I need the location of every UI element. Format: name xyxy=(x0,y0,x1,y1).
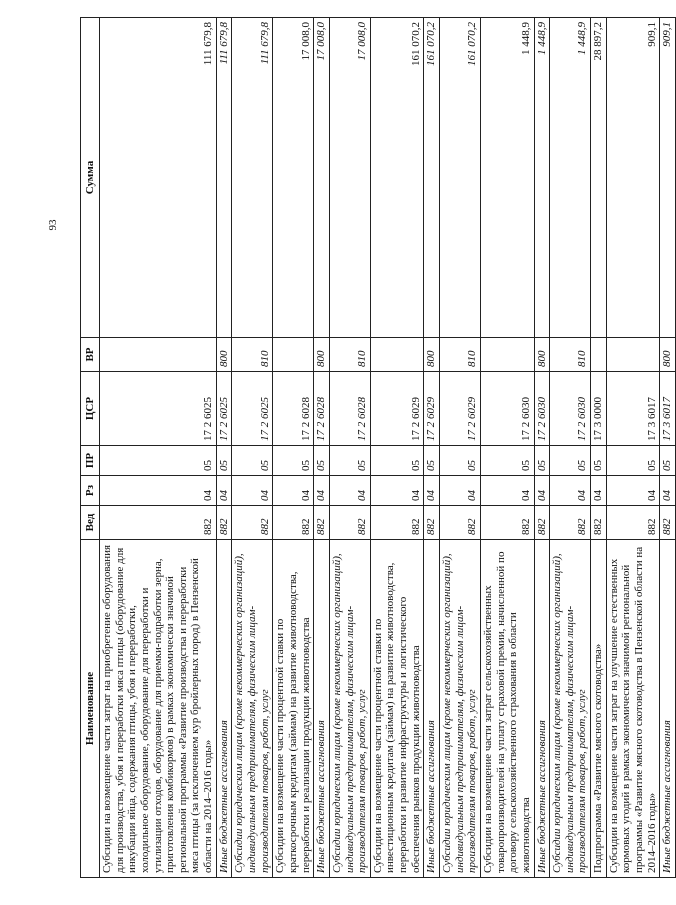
table-row xyxy=(660,18,676,878)
header-ved: Вед xyxy=(81,506,100,540)
row-sum: 909,1 xyxy=(606,18,660,338)
row-rz: 04 xyxy=(480,476,534,506)
row-sum: 17 008,0 xyxy=(329,18,370,338)
row-pr: 05 xyxy=(273,446,314,476)
row-vr: 810 xyxy=(440,338,481,372)
row-pr: 05 xyxy=(534,446,550,476)
row-csr: 17 3 6017 xyxy=(606,372,660,446)
row-name: Субсидии на возмещение части затрат на приобретение оборудования для производства, убоя и переработки мяса птицы (оборудование для инкубации яйца, содержания птицы, убоя и переработки, холодильное оборудование, оборудование для переработки и утилизации отходов, оборудование для приемки-подработки зерна, приготовления комбикормов) в рамках экономически значимой региональной программы «Развитие производства и переработки мяса птицы (за исключением кур бройлерных пород) в Пензенской области на 2014–2016 годы» xyxy=(100,540,217,878)
table-row xyxy=(370,18,424,878)
row-csr: 17 2 6030 xyxy=(550,372,591,446)
row-vr: 800 xyxy=(534,338,550,372)
row-name: Иные бюджетные ассигнования xyxy=(314,540,330,878)
row-name: Субсидии на возмещение части затрат сельскохозяйственных товаропроизводителей на уплату страховой премии, начисленной по договору сельскохозяйственного страхования в области животноводства xyxy=(480,540,534,878)
table-row xyxy=(550,18,591,878)
header-csr: ЦСР xyxy=(81,372,100,446)
row-rz: 04 xyxy=(440,476,481,506)
row-pr: 05 xyxy=(424,446,440,476)
row-sum: 909,1 xyxy=(660,18,676,338)
row-name: Субсидии на возмещение части процентной ставки по краткосрочным кредитам (займам) на развитие животноводства, переработки и реализации продукции животноводства xyxy=(273,540,314,878)
row-sum: 17 008,0 xyxy=(314,18,330,338)
header-vr: ВР xyxy=(81,338,100,372)
row-sum: 111 679,8 xyxy=(100,18,217,338)
row-sum: 28 897,2 xyxy=(591,18,607,338)
row-name: Иные бюджетные ассигнования xyxy=(424,540,440,878)
row-pr: 05 xyxy=(232,446,273,476)
header-name: Наименование xyxy=(81,540,100,878)
row-name: Подпрограмма «Развитие мясного скотоводства» xyxy=(591,540,607,878)
row-rz: 04 xyxy=(424,476,440,506)
table-row xyxy=(216,18,232,878)
row-csr: 17 3 0000 xyxy=(591,372,607,446)
row-vr xyxy=(273,338,314,372)
row-csr: 17 2 6029 xyxy=(440,372,481,446)
row-pr: 05 xyxy=(550,446,591,476)
row-ved: 882 xyxy=(370,506,424,540)
row-ved: 882 xyxy=(660,506,676,540)
row-csr: 17 2 6029 xyxy=(370,372,424,446)
row-csr: 17 2 6028 xyxy=(329,372,370,446)
row-ved: 882 xyxy=(550,506,591,540)
table-row xyxy=(480,18,534,878)
row-rz: 04 xyxy=(314,476,330,506)
row-pr: 05 xyxy=(314,446,330,476)
row-rz: 04 xyxy=(232,476,273,506)
row-csr: 17 3 6017 xyxy=(660,372,676,446)
table-row xyxy=(314,18,330,878)
row-csr: 17 2 6029 xyxy=(424,372,440,446)
row-rz: 04 xyxy=(591,476,607,506)
row-rz: 04 xyxy=(534,476,550,506)
budget-table xyxy=(80,17,676,878)
row-vr: 810 xyxy=(232,338,273,372)
row-name: Субсидии юридическим лицам (кроме некоммерческих организаций), индивидуальным предпринимателям, физическим лицам-производителям товаров, работ, услуг xyxy=(440,540,481,878)
row-vr: 810 xyxy=(550,338,591,372)
row-ved: 882 xyxy=(100,506,217,540)
row-pr: 05 xyxy=(440,446,481,476)
row-sum: 111 679,8 xyxy=(232,18,273,338)
row-csr: 17 2 6030 xyxy=(534,372,550,446)
row-ved: 882 xyxy=(216,506,232,540)
row-csr: 17 2 6025 xyxy=(100,372,217,446)
row-ved: 882 xyxy=(329,506,370,540)
row-ved: 882 xyxy=(440,506,481,540)
row-rz: 04 xyxy=(216,476,232,506)
row-csr: 17 2 6025 xyxy=(216,372,232,446)
row-sum: 161 070,2 xyxy=(370,18,424,338)
table-header-row xyxy=(81,18,100,878)
row-pr: 05 xyxy=(591,446,607,476)
row-vr xyxy=(591,338,607,372)
row-ved: 882 xyxy=(232,506,273,540)
row-ved: 882 xyxy=(424,506,440,540)
table-row xyxy=(591,18,607,878)
row-ved: 882 xyxy=(273,506,314,540)
row-vr: 800 xyxy=(216,338,232,372)
row-name: Иные бюджетные ассигнования xyxy=(216,540,232,878)
row-vr xyxy=(100,338,217,372)
table-row xyxy=(329,18,370,878)
row-rz: 04 xyxy=(329,476,370,506)
row-vr: 800 xyxy=(660,338,676,372)
row-pr: 05 xyxy=(100,446,217,476)
table-row xyxy=(440,18,481,878)
row-vr xyxy=(480,338,534,372)
row-ved: 882 xyxy=(480,506,534,540)
row-rz: 04 xyxy=(100,476,217,506)
row-pr: 05 xyxy=(606,446,660,476)
row-vr xyxy=(370,338,424,372)
row-ved: 882 xyxy=(534,506,550,540)
row-sum: 17 008,0 xyxy=(273,18,314,338)
header-rz: Рз xyxy=(81,476,100,506)
header-pr: ПР xyxy=(81,446,100,476)
table-row xyxy=(273,18,314,878)
row-pr: 05 xyxy=(329,446,370,476)
row-name: Субсидии юридическим лицам (кроме некоммерческих организаций), индивидуальным предпринимателям, физическим лицам-производителям товаров, работ, услуг xyxy=(232,540,273,878)
rotated-page-content xyxy=(80,18,674,878)
row-pr: 05 xyxy=(216,446,232,476)
table-row xyxy=(606,18,660,878)
table-row xyxy=(424,18,440,878)
row-sum: 1 448,9 xyxy=(550,18,591,338)
row-name: Субсидии на возмещение части затрат на улучшение естественных кормовых угодий в рамках экономически значимой региональной программы «Развитие мясного скотоводства в Пензенской области на 2014–2016 годы» xyxy=(606,540,660,878)
row-rz: 04 xyxy=(660,476,676,506)
row-ved: 882 xyxy=(314,506,330,540)
row-pr: 05 xyxy=(480,446,534,476)
row-sum: 111 679,8 xyxy=(216,18,232,338)
row-csr: 17 2 6028 xyxy=(273,372,314,446)
row-vr: 800 xyxy=(424,338,440,372)
row-sum: 161 070,2 xyxy=(440,18,481,338)
row-csr: 17 2 6030 xyxy=(480,372,534,446)
header-sum: Сумма xyxy=(81,18,100,338)
row-name: Субсидии юридическим лицам (кроме некоммерческих организаций), индивидуальным предпринимателям, физическим лицам-производителям товаров, работ, услуг xyxy=(550,540,591,878)
page-number: 93 xyxy=(47,219,59,231)
table-row xyxy=(534,18,550,878)
row-pr: 05 xyxy=(660,446,676,476)
table-row xyxy=(232,18,273,878)
row-name: Иные бюджетные ассигнования xyxy=(534,540,550,878)
row-name: Иные бюджетные ассигнования xyxy=(660,540,676,878)
row-name: Субсидии юридическим лицам (кроме некоммерческих организаций), индивидуальным предпринимателям, физическим лицам-производителям товаров, работ, услуг xyxy=(329,540,370,878)
row-rz: 04 xyxy=(370,476,424,506)
row-vr: 800 xyxy=(314,338,330,372)
row-csr: 17 2 6025 xyxy=(232,372,273,446)
row-rz: 04 xyxy=(550,476,591,506)
row-pr: 05 xyxy=(370,446,424,476)
row-name: Субсидии на возмещение части процентной ставки по инвестиционным кредитам (займам) на развитие животноводства, переработки и развитие инфраструктуры и логистического обеспечения рынков продукции животноводства xyxy=(370,540,424,878)
row-csr: 17 2 6028 xyxy=(314,372,330,446)
table-row xyxy=(100,18,217,878)
row-vr: 810 xyxy=(329,338,370,372)
row-rz: 04 xyxy=(273,476,314,506)
row-sum: 1 448,9 xyxy=(480,18,534,338)
row-ved: 882 xyxy=(591,506,607,540)
row-rz: 04 xyxy=(606,476,660,506)
row-sum: 161 070,2 xyxy=(424,18,440,338)
row-ved: 882 xyxy=(606,506,660,540)
row-sum: 1 448,9 xyxy=(534,18,550,338)
row-vr xyxy=(606,338,660,372)
